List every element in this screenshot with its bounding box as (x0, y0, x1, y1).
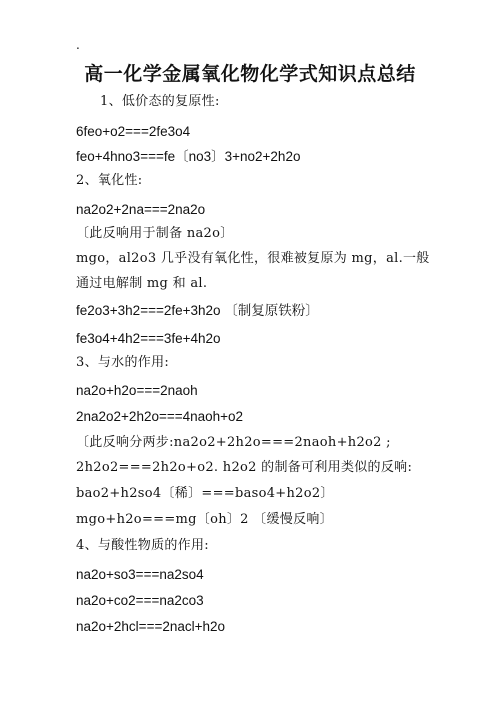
equation-line: na2o+h2o===2naoh (76, 383, 198, 398)
section-heading-reducing: 1、低价态的复原性: (100, 94, 220, 109)
section-heading-oxidizing: 2、氧化性: (76, 173, 143, 188)
body-text-line: 通过电解制 mg 和 al. (76, 276, 208, 291)
equation-line: mgo+h2o===mg〔oh〕2 〔缓慢反响〕 (76, 512, 333, 527)
note-line: 〔此反响分两步:na2o2+2h2o===2naoh+h2o2 ; (76, 435, 391, 450)
equation-line: fe3o4+4h2===3fe+4h2o (76, 331, 221, 346)
equation-line: fe2o3+3h2===2fe+3h2o 〔制复原铁粉〕 (76, 303, 319, 318)
equation-line: na2o+so3===na2so4 (76, 567, 204, 582)
section-heading-acid: 4、与酸性物质的作用: (76, 538, 209, 553)
page-title: 高一化学金属氧化物化学式知识点总结 (84, 63, 416, 85)
equation-line: na2o2+2na===2na2o (76, 202, 206, 217)
equation-line: na2o+co2===na2co3 (76, 593, 204, 608)
equation-line: na2o+2hcl===2nacl+h2o (76, 619, 226, 634)
section-heading-water: 3、与水的作用: (76, 355, 170, 370)
body-text-line: 2h2o2===2h2o+o2. h2o2 的制备可利用类似的反响: (76, 460, 413, 475)
page-dot: . (76, 38, 80, 52)
body-text-line: mgo，al2o3 几乎没有氧化性，很难被复原为 mg，al.一般 (76, 251, 430, 266)
equation-line: bao2+h2so4〔稀〕===baso4+h2o2〕 (76, 486, 334, 501)
equation-line: 2na2o2+2h2o===4naoh+o2 (76, 409, 244, 424)
note-line: 〔此反响用于制备 na2o〕 (76, 226, 234, 241)
equation-line: feo+4hno3===fe〔no3〕3+no2+2h2o (76, 149, 301, 164)
equation-line: 6feo+o2===2fe3o4 (76, 124, 191, 139)
